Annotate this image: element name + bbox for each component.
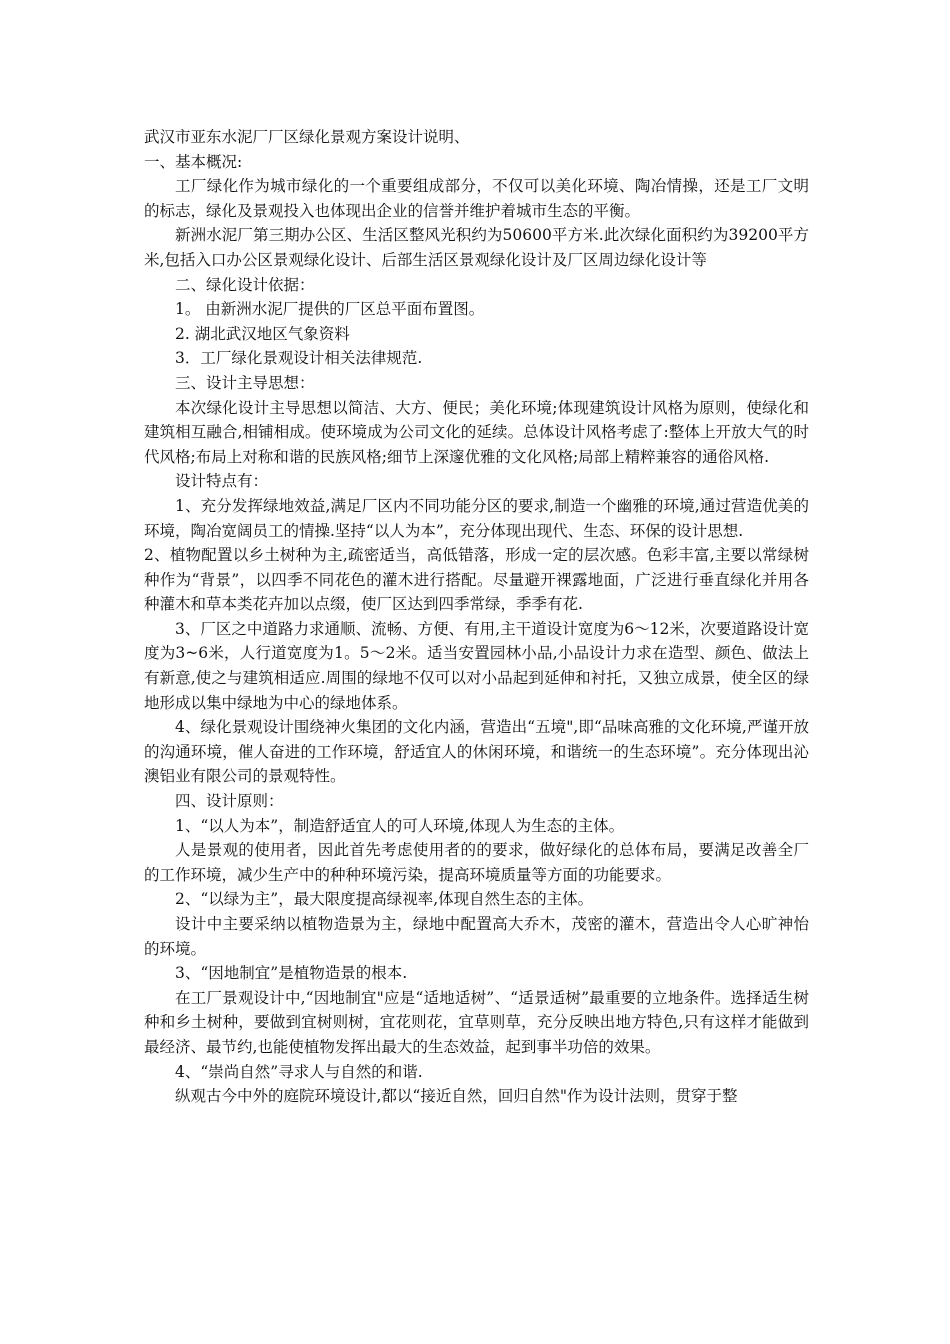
paragraph: 新洲水泥厂第三期办公区、生活区整风光积约为50600平方米.此次绿化面积约为39200平方米,包括入口办公区景观绿化设计、后部生活区景观绿化设计及厂区周边绿化设计等 <box>144 226 809 269</box>
section-heading-principles: 四、设计原则： <box>175 792 284 811</box>
document-body <box>144 125 809 1109</box>
section-heading-ideas: 三、设计主导思想： <box>175 373 315 392</box>
subheading-features: 设计特点有： <box>175 472 269 491</box>
list-item: 1。 由新洲水泥厂提供的厂区总平面布置图。 <box>175 300 485 319</box>
paragraph: 4、“崇尚自然”寻求人与自然的和谐. <box>175 1062 423 1081</box>
paragraph: 3、厂区之中道路力求通顺、流畅、方便、有用,主干道设计宽度为6～12米，次要道路设计宽度为3~6米，人行道宽度为1。5～2米。适当安置园林小品,小品设计力求在造型、颜色、做法上有新意,使之与建筑相适应.周围的绿地不仅可以对小品起到延伸和衬托，又独立成景，使全区的绿地形成以集中绿地为中心的绿地体系。 <box>144 619 809 712</box>
paragraph: 4、绿化景观设计围绕神火集团的文化内涵，营造出“五境",即“品味高雅的文化环境,严谨开放的沟通环境，催人奋进的工作环境，舒适宜人的休闲环境，和谐统一的生态环境”。充分体现出沁澳铝业有限公司的景观特性。 <box>144 718 809 786</box>
section-heading-overview: 一、基本概况: <box>144 152 243 171</box>
paragraph: 人是景观的使用者，因此首先考虑使用者的的要求，做好绿化的总体布局，要满足改善全厂的工作环境，减少生产中的种种环境污染，提高环境质量等方面的功能要求。 <box>144 841 809 884</box>
paragraph: 1、充分发挥绿地效益,满足厂区内不同功能分区的要求,制造一个幽雅的环境,通过营造优美的环境，陶冶宽阔员工的情操.坚持“以人为本”，充分体现出现代、生态、环保的设计思想. <box>144 496 809 540</box>
paragraph: 本次绿化设计主导思想以简洁、大方、便民；美化环境;体现建筑设计风格为原则，使绿化和建筑相互融合,相铺相成。使环境成为公司文化的延续。总体设计风格考虑了:整体上开放大气的时代风格;布局上对称和谐的民族风格;细节上深邃优雅的文化风格;局部上精粹兼容的通俗风格. <box>144 398 809 466</box>
paragraph: 2、植物配置以乡土树种为主,疏密适当，高低错落，形成一定的层次感。色彩丰富,主要以常绿树种作为“背景”，以四季不同花色的灌木进行搭配。尽量避开裸露地面，广泛进行垂直绿化并用各种灌木和草本类花卉加以点缀，使厂区达到四季常绿，季季有花. <box>144 546 809 614</box>
paragraph: 2、“以绿为主”，最大限度提高绿视率,体现自然生态的主体。 <box>175 890 594 909</box>
paragraph: 纵观古今中外的庭院环境设计,都以“接近自然，回归自然"作为设计法则，贯穿于整 <box>175 1087 738 1106</box>
paragraph: 工厂绿化作为城市绿化的一个重要组成部分，不仅可以美化环境、陶冶情操，还是工厂文明的标志，绿化及景观投入也体现出企业的信誉并维护着城市生态的平衡。 <box>144 177 809 220</box>
section-heading-basis: 二、绿化设计依据： <box>175 275 315 294</box>
paragraph: 设计中主要采纳以植物造景为主，绿地中配置高大乔木，茂密的灌木，营造出令人心旷神怡的环境。 <box>144 915 809 958</box>
document-title: 武汉市亚东水泥厂厂区绿化景观方案设计说明、 <box>144 128 470 146</box>
paragraph: 1、“以人为本”，制造舒适宜人的可人环境,体现人为生态的主体。 <box>175 816 625 835</box>
list-item: 2. 湖北武汉地区气象资料 <box>175 324 350 343</box>
paragraph: 3、“因地制宜”是植物造景的根本. <box>175 964 408 983</box>
paragraph: 在工厂景观设计中,“因地制宜"应是“适地适树”、“适景适树”最重要的立地条件。选择适生树种和乡土树种，要做到宜树则树，宜花则花，宜草则草，充分反映出地方特色,只有这样才能做到最经济、最节约,也能使植物发挥出最大的生态效益，起到事半功倍的效果。 <box>144 988 809 1056</box>
list-item: 3．工厂绿化景观设计相关法律规范. <box>175 349 423 368</box>
